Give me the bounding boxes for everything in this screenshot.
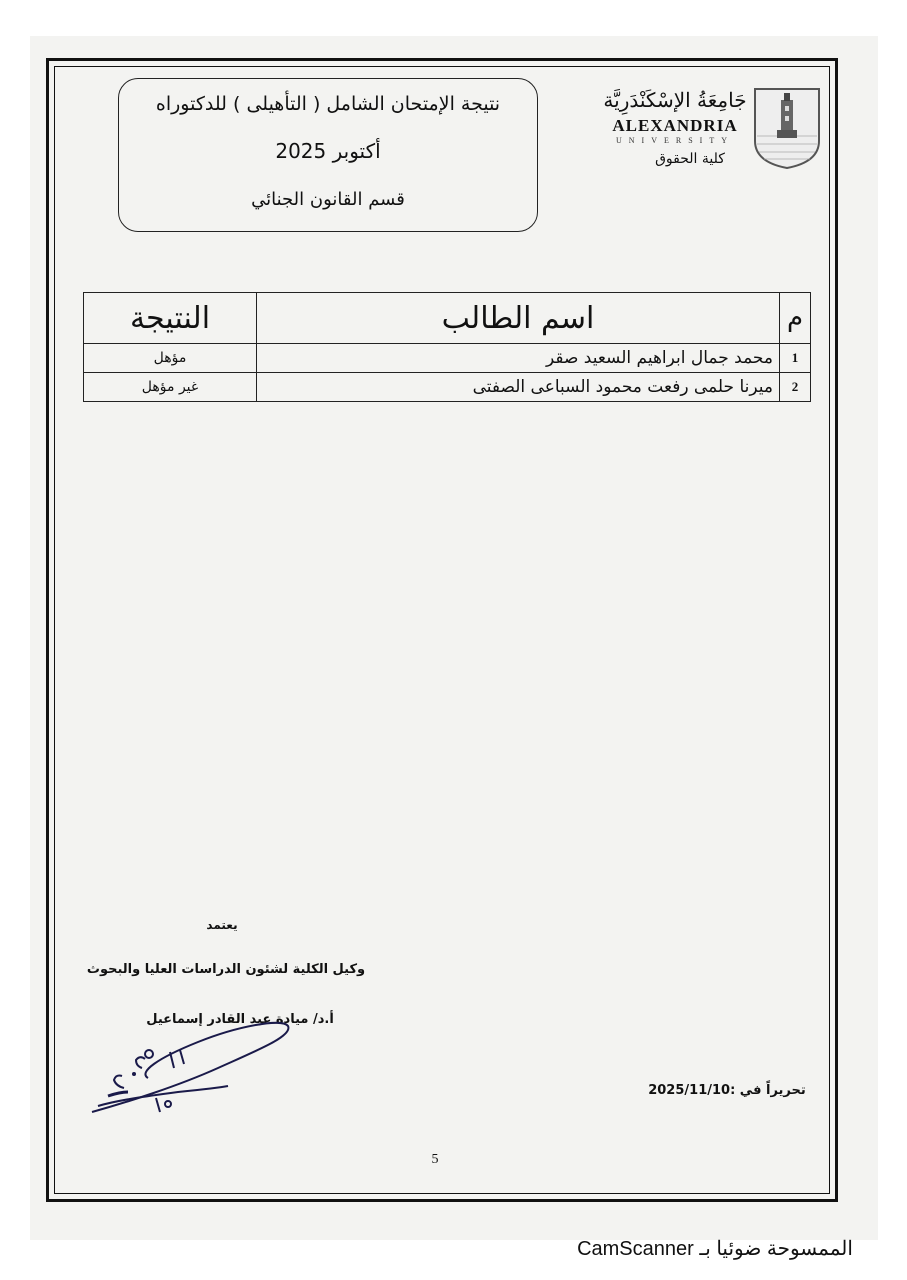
row-number: 1 [780, 344, 811, 373]
header-result: النتيجة [84, 293, 257, 344]
department-name: قسم القانون الجنائي [251, 189, 405, 210]
document-title: نتيجة الإمتحان الشامل ( التأهيلى ) للدكتوراه [155, 93, 501, 115]
student-name: محمد جمال ابراهيم السعيد صقر [257, 344, 780, 373]
logo-arabic-name: جَامِعَةُ الإسْكَنْدَرِيَّة [603, 88, 747, 112]
handwritten-signature [88, 1016, 308, 1120]
header-number: م [780, 293, 811, 344]
signatory-name: أ.د/ ميادة عبد القادر إسماعيل [146, 1012, 334, 1027]
table-row [84, 344, 811, 373]
lighthouse-shield-icon [752, 86, 822, 170]
student-result: غير مؤهل [84, 373, 257, 402]
university-logo [600, 88, 750, 167]
approves-label: يعتمد [206, 918, 238, 932]
table-row [84, 373, 811, 402]
title-box [118, 78, 538, 232]
page-number: 5 [431, 1152, 439, 1167]
exam-date: أكتوبر 2025 [275, 139, 381, 163]
logo-english-name: ALEXANDRIA [612, 116, 738, 135]
student-result: مؤهل [84, 344, 257, 373]
header-student-name: اسم الطالب [257, 293, 780, 344]
row-number: 2 [780, 373, 811, 402]
logo-faculty: كلية الحقوق [655, 151, 725, 167]
camscanner-footer: الممسوحة ضوئيا بـ CamScanner [577, 1238, 853, 1260]
student-name: ميرنا حلمى رفعت محمود السباعى الصفتى [257, 373, 780, 402]
results-table [83, 292, 811, 402]
signatory-role: وكيل الكلية لشئون الدراسات العليا والبحوث [86, 962, 366, 977]
table-header-row [84, 293, 811, 344]
issue-date: تحريراً في :2025/11/10 [648, 1083, 806, 1098]
logo-university-word: UNIVERSITY [616, 136, 734, 145]
